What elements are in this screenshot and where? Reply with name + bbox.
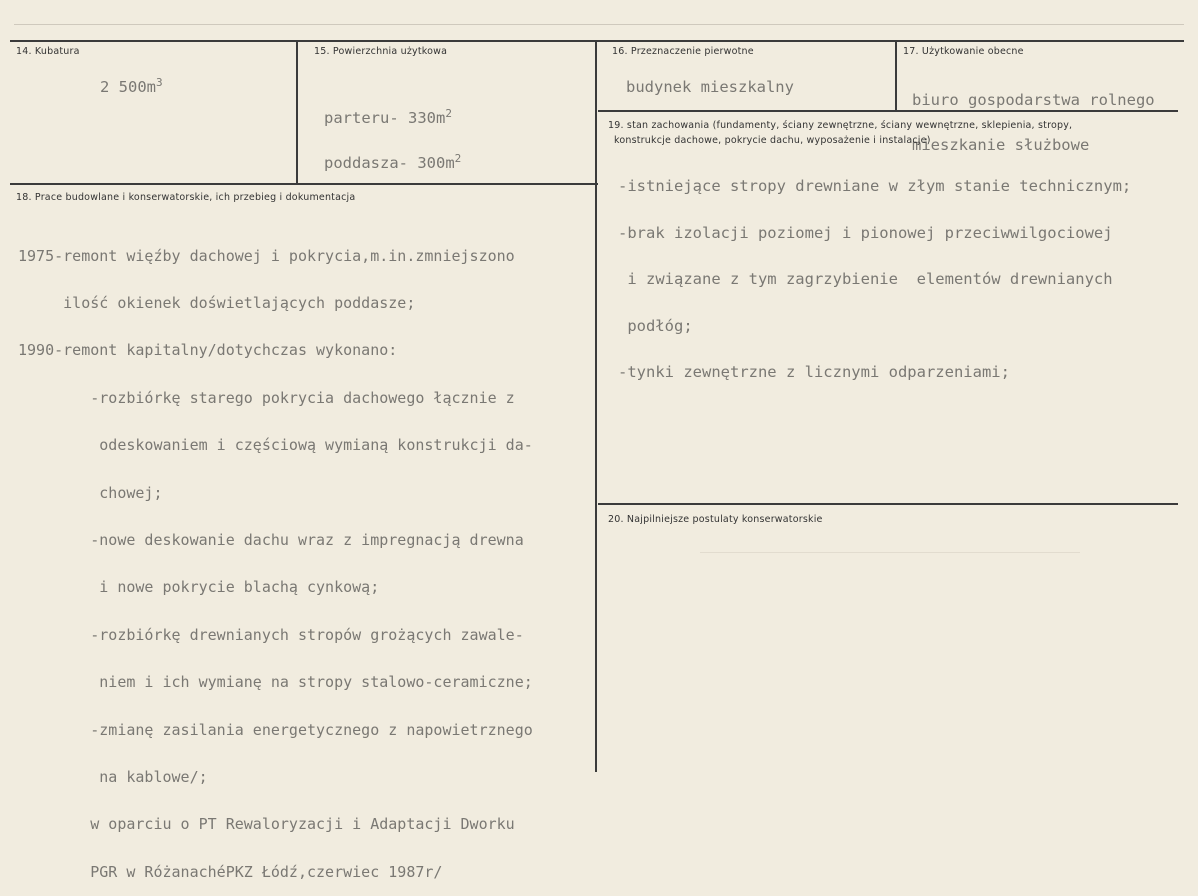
area-ground-exponent: 2 bbox=[445, 106, 452, 120]
current-use-line-2: mieszkanie służbowe bbox=[912, 136, 1090, 154]
condition-line: -tynki zewnętrzne z licznymi odparzeniami; bbox=[618, 363, 1010, 381]
divider-14-15 bbox=[296, 40, 298, 184]
works-line: ilość okienek doświetlających poddasze; bbox=[18, 293, 416, 312]
works-line: -rozbiórkę drewnianych stropów grożących zawale- bbox=[18, 625, 524, 644]
rule-under-14-15 bbox=[10, 183, 598, 185]
works-line: -zmianę zasilania energetycznego z napowietrznego bbox=[18, 720, 533, 739]
field-16-value: budynek mieszkalny bbox=[626, 78, 794, 96]
field-18-text bbox=[18, 217, 533, 896]
area-row-attic bbox=[324, 151, 462, 172]
area-attic-text: poddasza- 300m bbox=[324, 154, 455, 172]
works-line: i nowe pokrycie blachą cynkową; bbox=[18, 578, 380, 597]
field-20-label: 20. Najpilniejsze postulaty konserwatorskie bbox=[608, 514, 823, 525]
condition-line: podłóg; bbox=[618, 316, 693, 335]
condition-line: -brak izolacji poziomej i pionowej przeciwwilgociowej bbox=[618, 223, 1113, 242]
bleed-line bbox=[700, 552, 1080, 553]
current-use-line-1: biuro gospodarstwa rolnego bbox=[912, 91, 1155, 109]
works-line: 1975-remont więźby dachowej i pokrycia,m.in.zmniejszono bbox=[18, 246, 515, 265]
rule-under-19 bbox=[598, 503, 1178, 505]
bleed-through-mark bbox=[522, 130, 524, 139]
field-14-label: 14. Kubatura bbox=[16, 46, 80, 57]
condition-label-line-1: 19. stan zachowania (fundamenty, ściany zewnętrzne, ściany wewnętrzne, sklepienia, stropy, bbox=[608, 120, 1073, 131]
area-row-ground bbox=[324, 106, 461, 127]
works-line: PGR w RóżanachéPKZ Łódź,czerwiec 1987r/ bbox=[18, 862, 443, 881]
header-rule bbox=[10, 40, 1184, 42]
condition-line: -istniejące stropy drewniane w złym stanie technicznym; bbox=[618, 177, 1132, 195]
works-line: niem i ich wymianę na stropy stalowo-ceramiczne; bbox=[18, 673, 533, 692]
works-line: na kablowe/; bbox=[18, 767, 208, 786]
field-19-text bbox=[618, 148, 1131, 396]
works-line: w oparciu o PT Rewaloryzacji i Adaptacji Dworku bbox=[18, 815, 515, 834]
divider-main bbox=[595, 40, 597, 772]
works-line: 1990-remont kapitalny/dotychczas wykonano: bbox=[18, 341, 398, 360]
field-19-label bbox=[608, 118, 1072, 148]
field-17-label: 17. Użytkowanie obecne bbox=[903, 46, 1024, 57]
field-18-label: 18. Prace budowlane i konserwatorskie, ich przebieg i dokumentacja bbox=[16, 192, 356, 203]
kubatura-unit-exponent: 3 bbox=[156, 75, 163, 89]
field-16-label: 16. Przeznaczenie pierwotne bbox=[612, 46, 754, 57]
field-14-value bbox=[100, 75, 163, 96]
works-line: odeskowaniem i częściową wymianą konstrukcji da- bbox=[18, 436, 533, 455]
kubatura-text: 2 500m bbox=[100, 78, 156, 96]
area-attic-exponent: 2 bbox=[454, 151, 462, 165]
field-15-values bbox=[324, 81, 461, 186]
area-ground-text: parteru- 330m bbox=[324, 109, 446, 127]
condition-line: i związane z tym zagrzybienie elementów drewnianych bbox=[618, 270, 1113, 288]
works-line: -nowe deskowanie dachu wraz z impregnacją drewna bbox=[18, 530, 524, 549]
works-line: chowej; bbox=[18, 483, 163, 502]
works-line: -rozbiórkę starego pokrycia dachowego łącznie z bbox=[18, 388, 515, 407]
condition-label-line-2: konstrukcje dachowe, pokrycie dachu, wyposażenie i instalacje) bbox=[614, 135, 931, 146]
divider-16-17 bbox=[895, 40, 897, 111]
top-edge-line bbox=[14, 24, 1184, 25]
field-15-label: 15. Powierzchnia użytkowa bbox=[314, 46, 448, 57]
